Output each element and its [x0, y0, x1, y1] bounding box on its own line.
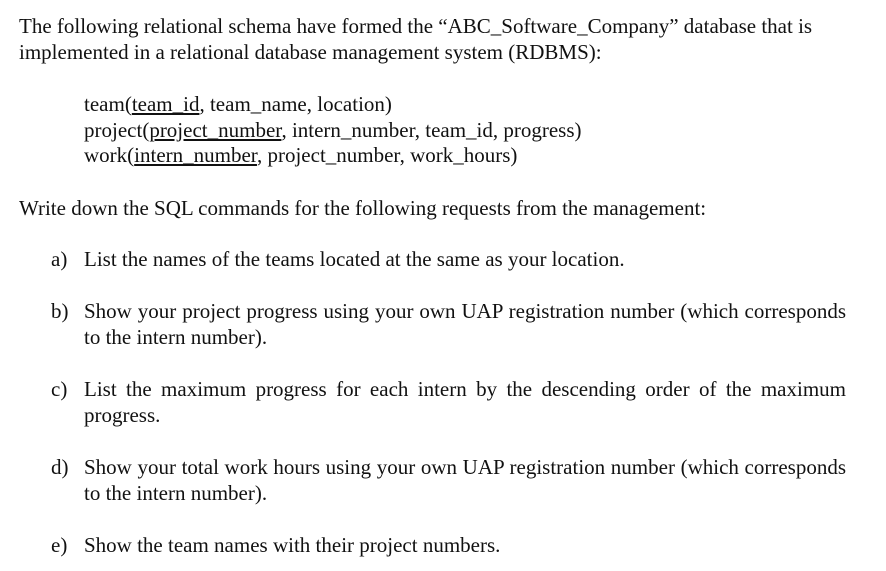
question-a	[51, 246, 846, 272]
schema-work: work(intern_number, project_number, work_hours)	[84, 143, 518, 167]
question-text: List the maximum progress for each intern by the descending order of the maximum progress.	[84, 377, 846, 427]
question-letter: b)	[51, 299, 69, 323]
question-text: List the names of the teams located at the same as your location.	[84, 247, 625, 271]
schema-attributes: intern_number, team_id, progress)	[291, 117, 582, 142]
question-e	[51, 532, 846, 558]
question-text: Show your total work hours using your own UAP registration number (which corresponds to the intern number).	[84, 455, 846, 505]
schema-attributes: project_number, work_hours)	[267, 143, 518, 167]
schema-primary-key: team_id	[131, 92, 200, 116]
schema-primary-key: intern_number	[134, 143, 257, 167]
question-letter: a)	[51, 247, 68, 271]
schema-attributes: team_name, location)	[209, 92, 392, 116]
schema-primary-key: project_number	[149, 117, 282, 142]
relational-schema	[84, 92, 582, 169]
question-text: Show the team names with their project numbers.	[84, 533, 501, 557]
question-b	[51, 298, 846, 350]
schema-table-name: project	[84, 117, 143, 142]
question-letter: e)	[51, 533, 68, 557]
question-letter: d)	[51, 455, 69, 479]
question-c	[51, 376, 846, 428]
schema-table-name: team	[84, 92, 125, 116]
intro-paragraph: The following relational schema have formed the “ABC_Software_Company” database that is implemented in a relational database management system (RDBMS):	[19, 14, 813, 64]
instruction-text: Write down the SQL commands for the following requests from the management:	[19, 196, 707, 220]
question-letter: c)	[51, 377, 68, 401]
question-text: Show your project progress using your own UAP registration number (which corresponds to the intern number).	[84, 299, 846, 349]
question-d	[51, 454, 846, 506]
schema-project: project(project_number, intern_number, team_id, progress)	[84, 117, 582, 142]
schema-team: team(team_id, team_name, location)	[84, 92, 392, 116]
schema-table-name: work	[84, 143, 128, 167]
